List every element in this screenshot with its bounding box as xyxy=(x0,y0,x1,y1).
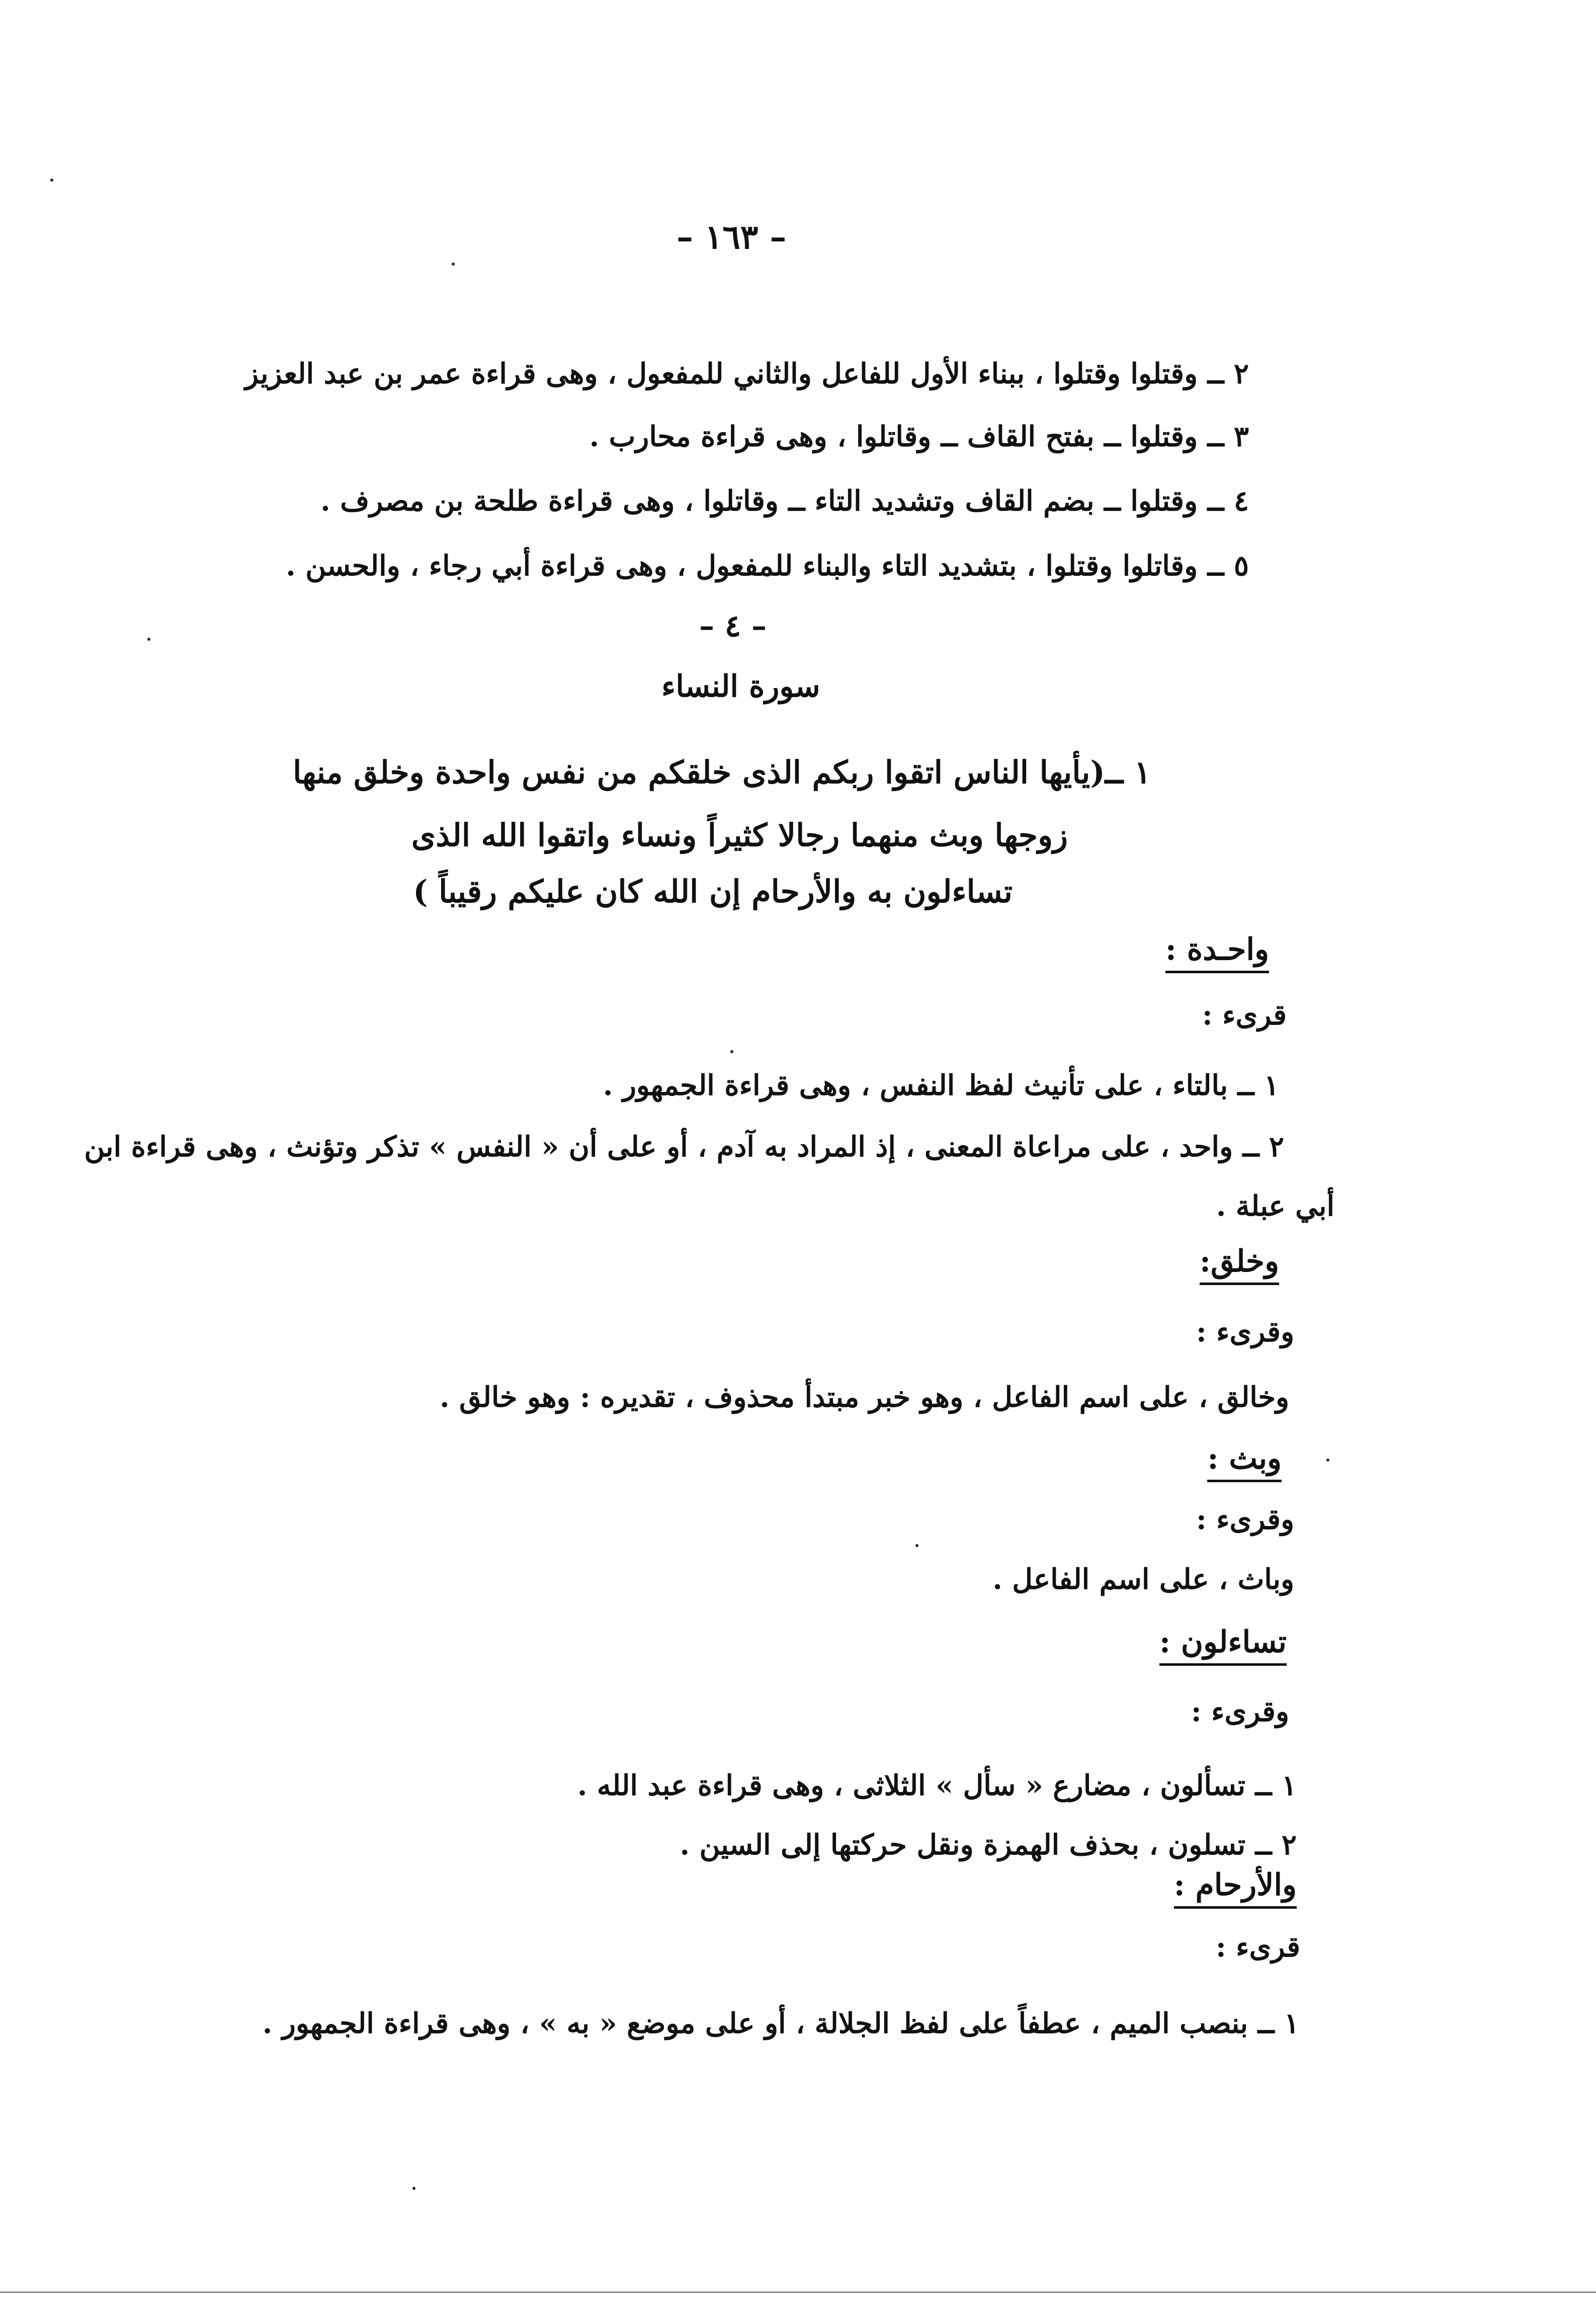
reading-line: ٣ ــ وقتلوا ــ بفتح القاف ــ وقاتلوا ، وهى قراءة محارب . xyxy=(589,420,1249,453)
page-number: – ١٦٣ – xyxy=(677,217,787,257)
page-bottom-border xyxy=(0,2291,1596,2293)
verse-line: زوجها وبث منهما رجالا كثيراً ونساء واتقوا الله الذى xyxy=(411,817,1068,854)
reading-line: ٢ ــ واحد ، على مراعاة المعنى ، إذ المراد به آدم ، أو على أن « النفس » تذكر وتؤنث ، وهى قراءة ابن xyxy=(84,1130,1284,1163)
reading-line: وباث ، على اسم الفاعل . xyxy=(992,1563,1294,1596)
keyword-heading: واحـدة : xyxy=(1165,934,1269,973)
surah-title: سورة النساء xyxy=(661,669,820,704)
qurie-label: قرىء : xyxy=(1202,998,1287,1032)
reading-line: ١ ــ تسألون ، مضارع « سأل » الثلاثى ، وهى قراءة عبد الله . xyxy=(577,1769,1297,1802)
reading-line: ٢ ــ وقتلوا وقتلوا ، ببناء الأول للفاعل والثاني للمفعول ، وهى قراءة عمر بن عبد العزيز xyxy=(245,357,1249,390)
keyword-heading: وبث : xyxy=(1207,1443,1282,1482)
keyword-heading: وخلق: xyxy=(1200,1246,1279,1285)
reading-line: ٥ ــ وقاتلوا وقتلوا ، بتشديد التاء والبناء للمفعول ، وهى قراءة أبي رجاء ، والحسن . xyxy=(286,549,1249,582)
scan-speck xyxy=(730,1050,733,1053)
qurie-label: وقرىء : xyxy=(1196,1315,1294,1348)
scan-speck xyxy=(915,1544,918,1547)
reading-line: ١ ــ بنصب الميم ، عطفاً على لفظ الجلالة ، أو على موضع « به » ، وهى قراءة الجمهور . xyxy=(262,2007,1299,2040)
qurie-label: وقرىء : xyxy=(1191,1695,1289,1728)
keyword-heading: والأرحام : xyxy=(1174,1870,1297,1909)
scan-speck xyxy=(147,638,150,641)
section-number: – ٤ – xyxy=(699,609,767,644)
scan-speck xyxy=(1326,1459,1329,1462)
reading-line: ١ ــ بالتاء ، على تأنيث لفظ النفس ، وهى قراءة الجمهور . xyxy=(603,1069,1279,1102)
reading-line: ٢ ــ تسلون ، بحذف الهمزة ونقل حركتها إلى السين . xyxy=(680,1828,1297,1861)
scan-speck xyxy=(412,2187,415,2190)
verse-line: ١ ــ(يأيها الناس اتقوا ربكم الذى خلقكم من نفس واحدة وخلق منها xyxy=(293,754,1151,791)
qurie-label: قرىء : xyxy=(1216,1930,1300,1964)
reading-line: وخالق ، على اسم الفاعل ، وهو خبر مبتدأ محذوف ، تقديره : وهو خالق . xyxy=(440,1381,1289,1414)
reading-continuation: أبي عبلة . xyxy=(1216,1189,1334,1223)
verse-line: تساءلون به والأرحام إن الله كان عليكم رقيباً ) xyxy=(413,873,1013,910)
qurie-label: وقرىء : xyxy=(1196,1503,1294,1536)
scan-speck xyxy=(452,263,455,266)
reading-line: ٤ ــ وقتلوا ــ بضم القاف وتشديد التاء ــ وقاتلوا ، وهى قراءة طلحة بن مصرف . xyxy=(320,484,1249,518)
keyword-heading: تساءلون : xyxy=(1159,1627,1287,1666)
scan-speck xyxy=(50,179,53,182)
